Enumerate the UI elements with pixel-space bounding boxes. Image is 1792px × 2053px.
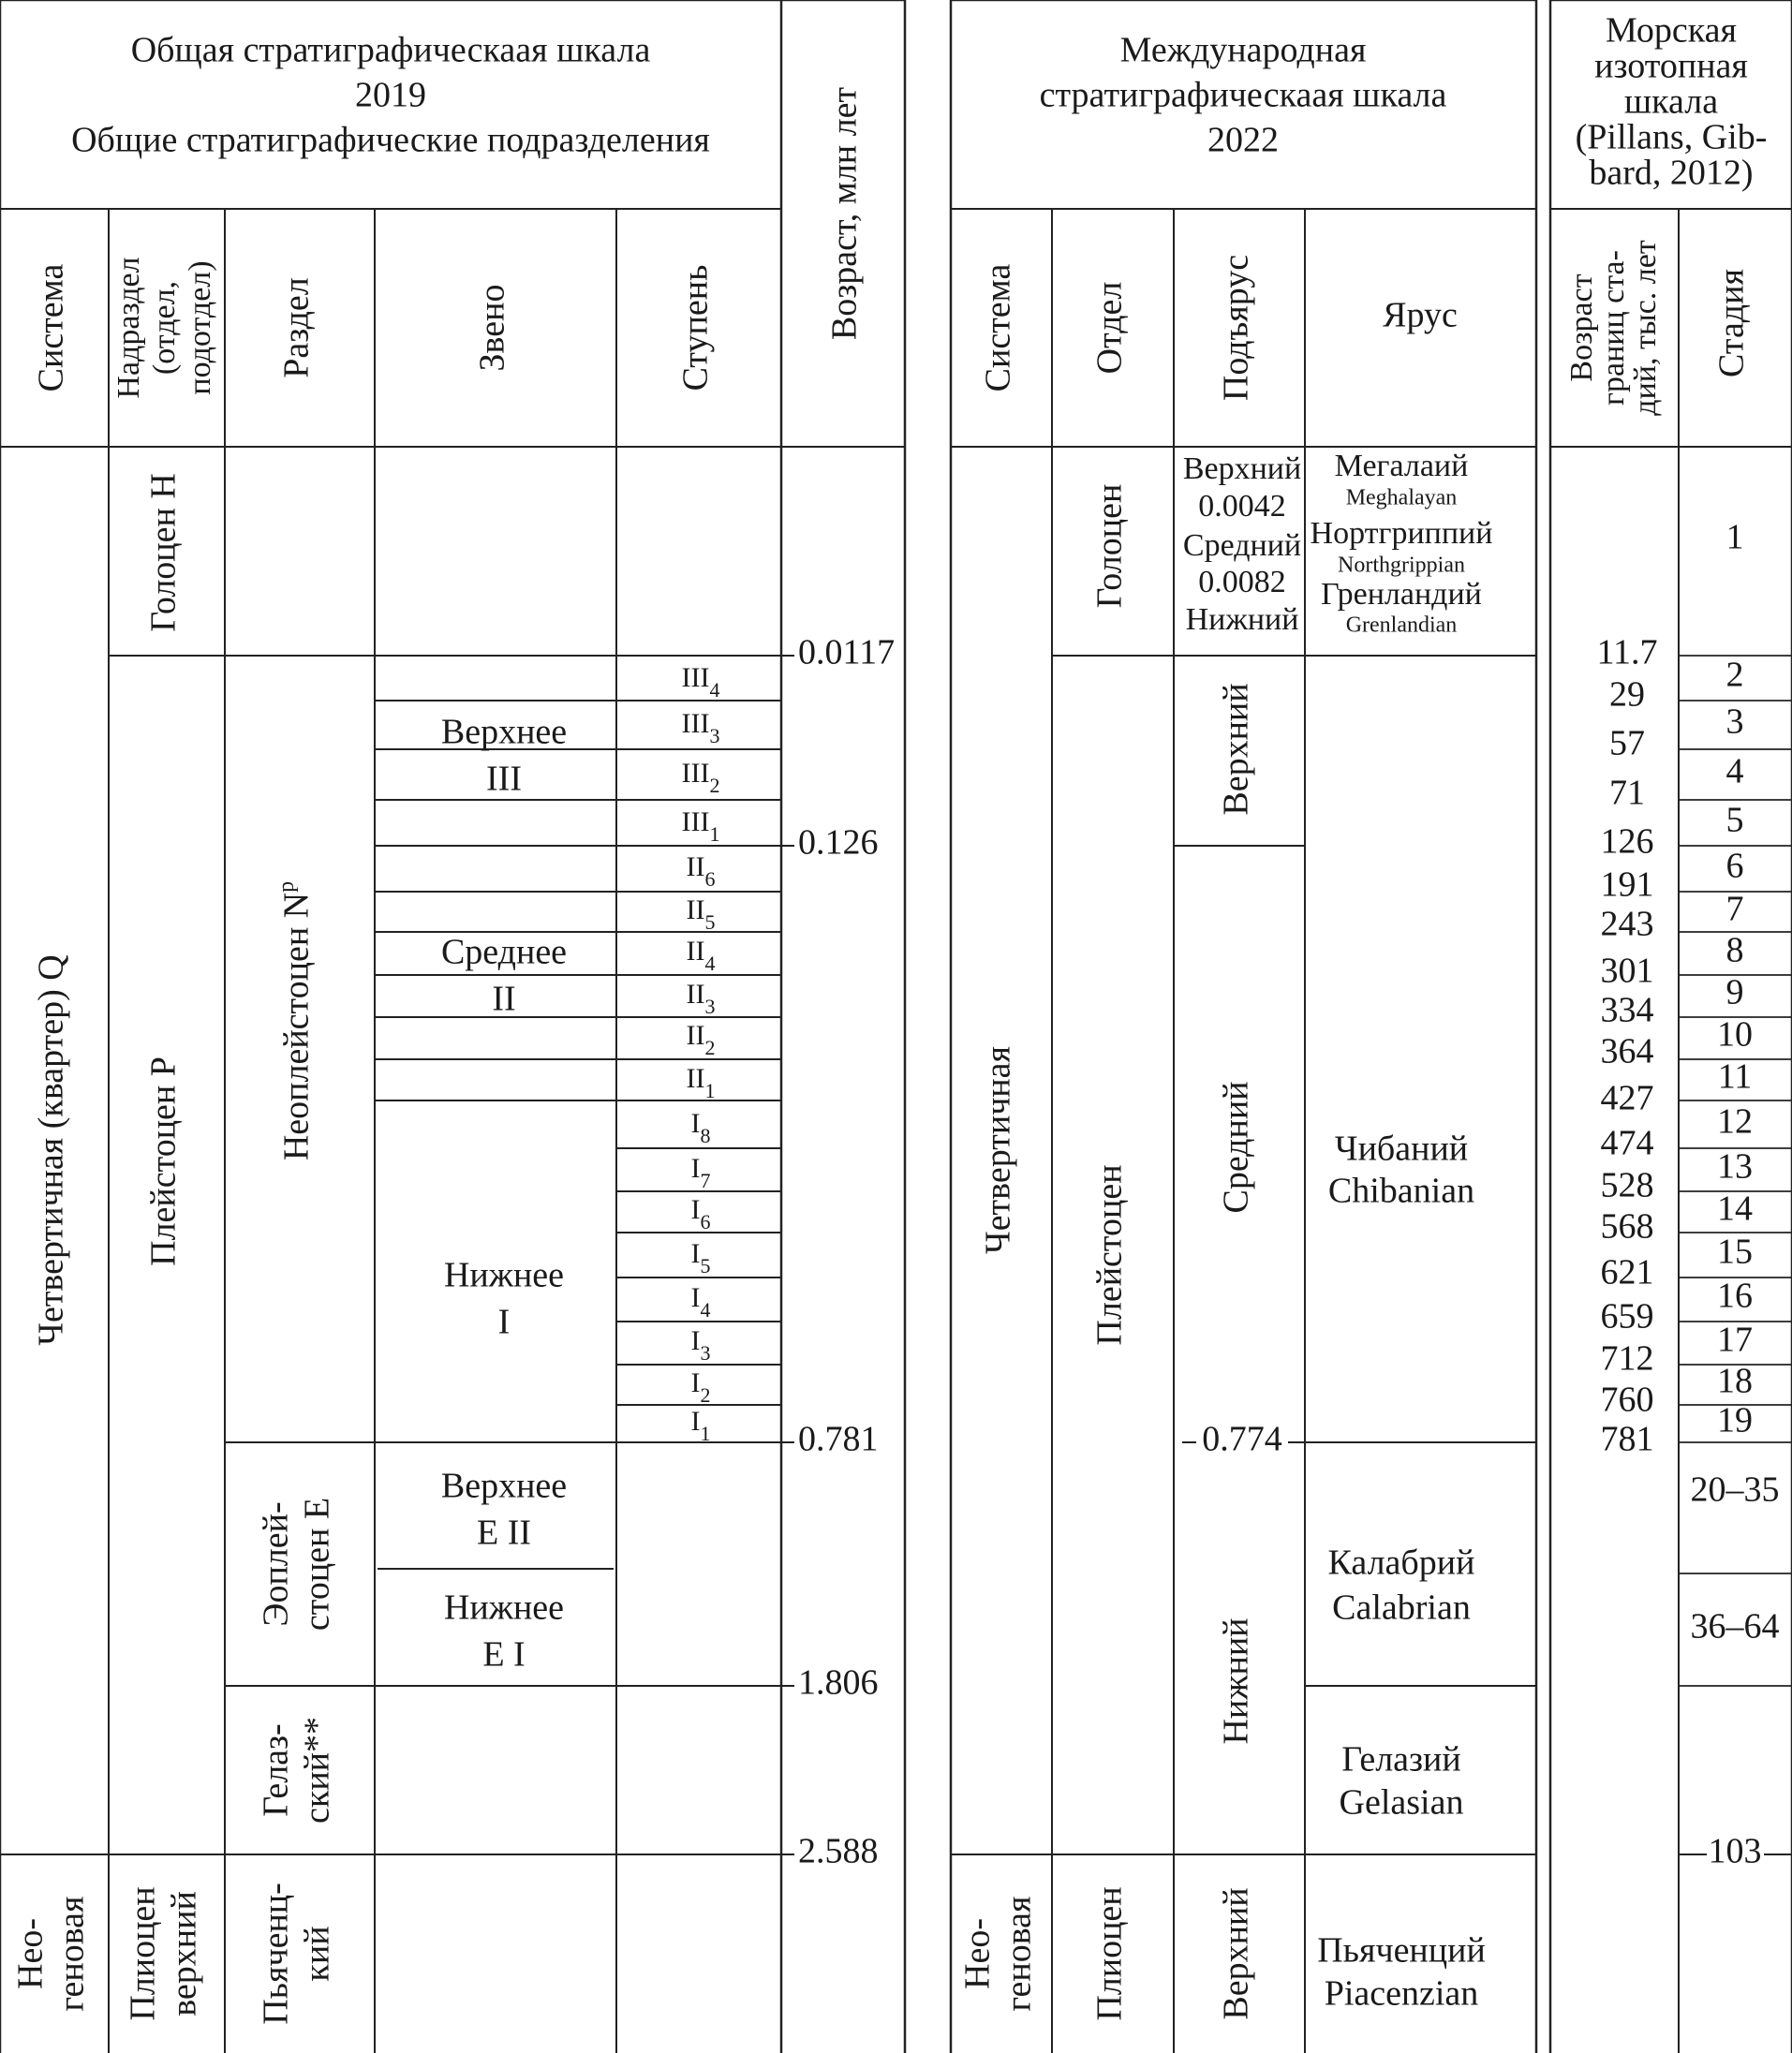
pleistocene-label: Плейстоцен P — [143, 1056, 184, 1266]
upper-substage: Верхний — [1216, 683, 1256, 816]
yarus-name-ru-4: Чибаний — [1334, 1129, 1469, 1169]
marine-header-title-4: (Pillans, Gib- — [1575, 117, 1768, 157]
marine-header-title-3: шкала — [1623, 81, 1719, 122]
stage-cell-11: $I_8$ — [690, 1107, 711, 1147]
column-header-podyarus: Подъярус — [1216, 254, 1256, 402]
stage-cell-14: $I_5$ — [690, 1237, 711, 1278]
stage-cell: $III_4$ — [681, 661, 720, 702]
eopleistocene-label-2: стоцен E — [297, 1497, 337, 1632]
yarus-name-ru-6: Гелазий — [1341, 1739, 1461, 1780]
marine-isotope-stage-3: 3 — [1725, 702, 1744, 742]
column-header-zveno: Звено — [472, 284, 512, 372]
stage-cell-18: $I_1$ — [690, 1405, 711, 1445]
stage-cell-6: $II_5$ — [686, 894, 716, 934]
stage-cell-3: $III_2$ — [681, 757, 720, 797]
holocene-int-label: Голоцен — [1089, 483, 1130, 609]
age-column-header: Возраст, млн лет — [824, 86, 865, 341]
pliocene-upper-label-2: верхний — [164, 1891, 204, 2016]
marine-boundary-age-8: 301 — [1600, 951, 1654, 991]
age-value-5: 2.588 — [798, 1831, 879, 1871]
column-header-razdel: Раздел — [276, 277, 317, 378]
neopleistocene-superscript: p — [274, 880, 299, 893]
sistema-neogene-int-2: геновая — [999, 1896, 1039, 2012]
column-header-sistema-int: Система — [978, 263, 1018, 392]
age-value-2: 0.126 — [798, 822, 879, 863]
column-header-otdel: Отдел — [1089, 281, 1130, 375]
stage-cell-12: $I_7$ — [690, 1152, 711, 1192]
marine-age-column-header-2: границ ста- — [1595, 250, 1631, 406]
marine-boundary-age-6: 191 — [1600, 864, 1654, 905]
general-header-title: Общая стратиграфическаая шкала — [130, 30, 651, 70]
column-header-stupen: Ступень — [675, 264, 716, 391]
marine-boundary-age-7: 243 — [1600, 904, 1654, 944]
lower-substage: Нижний — [1216, 1617, 1256, 1745]
holocene-substage-3: Средний — [1182, 527, 1302, 563]
column-header-nadrazdel: Надраздел — [111, 257, 146, 399]
stage-cell-13: $I_6$ — [690, 1193, 711, 1233]
zveno-middle-2: II — [492, 979, 516, 1019]
marine-isotope-stage-14: 14 — [1717, 1189, 1753, 1229]
marine-isotope-stage-6: 6 — [1725, 846, 1744, 886]
zveno-middle: Среднее — [440, 932, 568, 972]
marine-boundary-age-5: 126 — [1600, 821, 1654, 862]
age-value-4: 1.806 — [798, 1662, 879, 1703]
general-header-title-2: 2019 — [355, 75, 426, 115]
holocene-label: Голоцен H — [143, 473, 184, 632]
column-header-nadrazdel-3: подотдел) — [182, 260, 217, 395]
eo-zveno-upper: Верхнее — [440, 1466, 568, 1506]
marine-isotope-stage-15: 15 — [1717, 1232, 1753, 1272]
marine-boundary-age-18: 760 — [1600, 1380, 1654, 1420]
sistema-quaternary-int: Четвертичная — [978, 1046, 1018, 1254]
yarus-name-ru-7: Пьяченций — [1317, 1930, 1486, 1971]
marine-boundary-age-2: 29 — [1609, 674, 1645, 715]
marine-boundary-age-15: 621 — [1600, 1252, 1654, 1292]
marine-isotope-stage-13: 13 — [1717, 1146, 1753, 1187]
international-header-title: Международная — [1119, 30, 1367, 70]
holocene-substage-4: 0.0082 — [1198, 564, 1286, 599]
marine-isotope-stage-20: 20–35 — [1690, 1470, 1780, 1510]
marine-isotope-stage-16: 16 — [1717, 1276, 1753, 1316]
zveno-upper-2: III — [486, 759, 522, 799]
international-header-title-2: стратиграфическаая шкала — [1039, 75, 1447, 115]
sistema-neogene-int: Нео- — [957, 1918, 998, 1989]
column-header-sistema: Система — [31, 263, 71, 392]
stage-cell-16: $I_3$ — [690, 1324, 711, 1365]
marine-boundary-age-9: 334 — [1600, 990, 1654, 1030]
marine-isotope-stage-2: 2 — [1725, 655, 1744, 695]
marine-boundary-age-16: 659 — [1600, 1296, 1654, 1337]
general-header-title-3: Общие стратиграфические подразделения — [71, 120, 710, 160]
age-value: 0.0117 — [798, 632, 896, 672]
holocene-substage-5: Нижний — [1185, 601, 1299, 637]
eo-zveno-upper-2: E II — [476, 1513, 532, 1553]
marine-isotope-stage-17: 17 — [1717, 1320, 1753, 1360]
stage-cell-9: $II_2$ — [686, 1019, 716, 1059]
yarus-name-en-6: Gelasian — [1339, 1782, 1464, 1823]
marine-header-title-5: bard, 2012) — [1589, 153, 1754, 193]
marine-isotope-stage-7: 7 — [1725, 889, 1744, 929]
international-header-title-3: 2022 — [1207, 120, 1279, 160]
stage-cell-5: $II_6$ — [686, 850, 716, 891]
marine-boundary-age-19: 781 — [1600, 1419, 1654, 1459]
marine-isotope-stage-5: 5 — [1725, 800, 1744, 840]
marine-isotope-stage-19: 19 — [1717, 1400, 1753, 1440]
marine-stage-column-header: Стадия — [1711, 269, 1752, 377]
marine-header-title: Морская — [1606, 10, 1737, 51]
eo-zveno-lower-2: E I — [482, 1634, 526, 1675]
gelasian-general-label: Гелаз- — [256, 1723, 296, 1817]
yarus-name-ru: Мегалаий — [1334, 448, 1469, 483]
marine-boundary-age-13: 528 — [1600, 1165, 1654, 1205]
stage-cell-10: $II_1$ — [686, 1062, 716, 1102]
piacenzian-general-label: Пьяченц- — [256, 1883, 296, 2025]
yarus-name-en-5: Calabrian — [1332, 1588, 1471, 1628]
pleistocene-int-label: Плейстоцен — [1089, 1164, 1130, 1346]
marine-header-title-2: изотопная — [1594, 46, 1748, 86]
marine-boundary-age-14: 568 — [1600, 1206, 1654, 1247]
column-header-yarus: Ярус — [1383, 295, 1458, 335]
marine-boundary-age-12: 474 — [1600, 1123, 1654, 1163]
marine-isotope-stage-9: 9 — [1725, 972, 1744, 1012]
marine-isotope-stage-8: 8 — [1725, 930, 1744, 970]
marine-age-column-header: Возраст — [1563, 273, 1599, 382]
marine-isotope-stage-12: 12 — [1717, 1101, 1753, 1142]
holocene-substage-2: 0.0042 — [1198, 488, 1286, 524]
stage-cell-2: $III_3$ — [681, 707, 720, 747]
table-labels — [11, 11, 1780, 2025]
sistema-neogene: Нео- — [10, 1918, 51, 1989]
zveno-upper: Верхнее — [440, 712, 568, 752]
boundary-age: 0.774 — [1202, 1419, 1282, 1459]
sistema-neogene-2: геновая — [52, 1896, 92, 2012]
yarus-name-en-2: Northgrippian — [1338, 553, 1465, 578]
neopleistocene-label: Неоплейстоцен $N^p$ — [274, 880, 317, 1161]
sistema-quaternary: Четвертичная (квартер) Q — [31, 954, 71, 1346]
yarus-name-en-3: Grenlandian — [1345, 613, 1458, 638]
pliocene-upper-label: Плиоцен — [123, 1886, 163, 2021]
yarus-name-ru-3: Гренландий — [1321, 576, 1482, 612]
yarus-name-en-4: Chibanian — [1327, 1171, 1475, 1211]
marine-isotope-stage-18: 18 — [1717, 1361, 1753, 1401]
marine-boundary-age-3: 57 — [1609, 723, 1645, 763]
yarus-name-ru-2: Нортгриппий — [1310, 515, 1493, 551]
marine-boundary-age-10: 364 — [1600, 1031, 1654, 1071]
marine-isotope-stage-10: 10 — [1717, 1014, 1753, 1055]
gelasian-general-label-2: ский** — [297, 1717, 337, 1824]
pliocene-int-label: Плиоцен — [1089, 1886, 1130, 2021]
column-header-nadrazdel-2: (отдел, — [146, 280, 182, 376]
eo-zveno-lower: Нижнее — [443, 1588, 565, 1628]
stage-cell-17: $I_2$ — [690, 1366, 711, 1407]
zveno-lower-2: I — [497, 1302, 511, 1342]
yarus-name-en-7: Piacenzian — [1324, 1973, 1479, 2014]
marine-isotope-stage-11: 11 — [1717, 1056, 1753, 1097]
marine-isotope-stage: 1 — [1725, 517, 1744, 557]
middle-substage: Средний — [1216, 1081, 1256, 1214]
holocene-substage: Верхний — [1182, 450, 1302, 486]
marine-boundary-age-11: 427 — [1600, 1078, 1654, 1118]
marine-boundary-age: 11.7 — [1596, 632, 1658, 672]
stage-cell-8: $II_3$ — [686, 978, 716, 1018]
marine-isotope-stage-21: 36–64 — [1690, 1606, 1780, 1647]
marine-isotope-stage-4: 4 — [1725, 751, 1744, 791]
zveno-lower: Нижнее — [443, 1255, 565, 1295]
stage-cell-4: $III_1$ — [681, 805, 720, 846]
marine-last-age: 103 — [1708, 1831, 1762, 1871]
eopleistocene-label: Эоплей- — [256, 1501, 296, 1627]
age-value-3: 0.781 — [798, 1419, 879, 1459]
marine-age-column-header-3: дий, тыс. лет — [1627, 240, 1663, 416]
stage-cell-7: $II_4$ — [686, 935, 716, 975]
marine-boundary-age-4: 71 — [1609, 773, 1645, 813]
yarus-name-ru-5: Калабрий — [1327, 1543, 1475, 1583]
pliocene-upper-substage: Верхний — [1216, 1887, 1256, 2020]
piacenzian-general-label-2: кий — [297, 1926, 337, 1982]
marine-boundary-age-17: 712 — [1600, 1338, 1654, 1379]
yarus-name-en: Meghalayan — [1345, 485, 1458, 510]
stage-cell-15: $I_4$ — [690, 1281, 711, 1322]
